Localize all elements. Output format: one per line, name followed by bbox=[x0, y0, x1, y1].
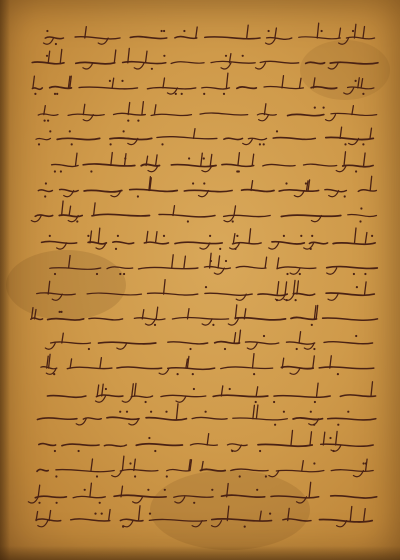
manuscript-text-line bbox=[41, 354, 374, 376]
manuscript-text-line bbox=[28, 482, 376, 504]
manuscript-text-line bbox=[39, 430, 373, 452]
manuscript-text-line bbox=[38, 102, 377, 122]
manuscript-text-line bbox=[32, 48, 378, 70]
manuscript-text-line bbox=[36, 506, 372, 528]
manuscript-text-line bbox=[31, 201, 376, 223]
manuscript-text-line bbox=[32, 73, 374, 95]
manuscript-text-line bbox=[52, 152, 374, 173]
manuscript-text-line bbox=[38, 176, 376, 197]
manuscript-text-line bbox=[37, 280, 375, 302]
manuscript-text-line bbox=[44, 23, 375, 45]
manuscript-text-line bbox=[47, 382, 375, 403]
manuscript-text-line bbox=[45, 330, 372, 350]
manuscript-text-line bbox=[37, 404, 375, 426]
manuscript-text-line bbox=[42, 228, 376, 250]
manuscript-text-line bbox=[50, 253, 378, 275]
manuscript-text-line bbox=[37, 456, 373, 477]
manuscript-text-line bbox=[36, 127, 373, 145]
manuscript-text-line bbox=[31, 305, 378, 326]
